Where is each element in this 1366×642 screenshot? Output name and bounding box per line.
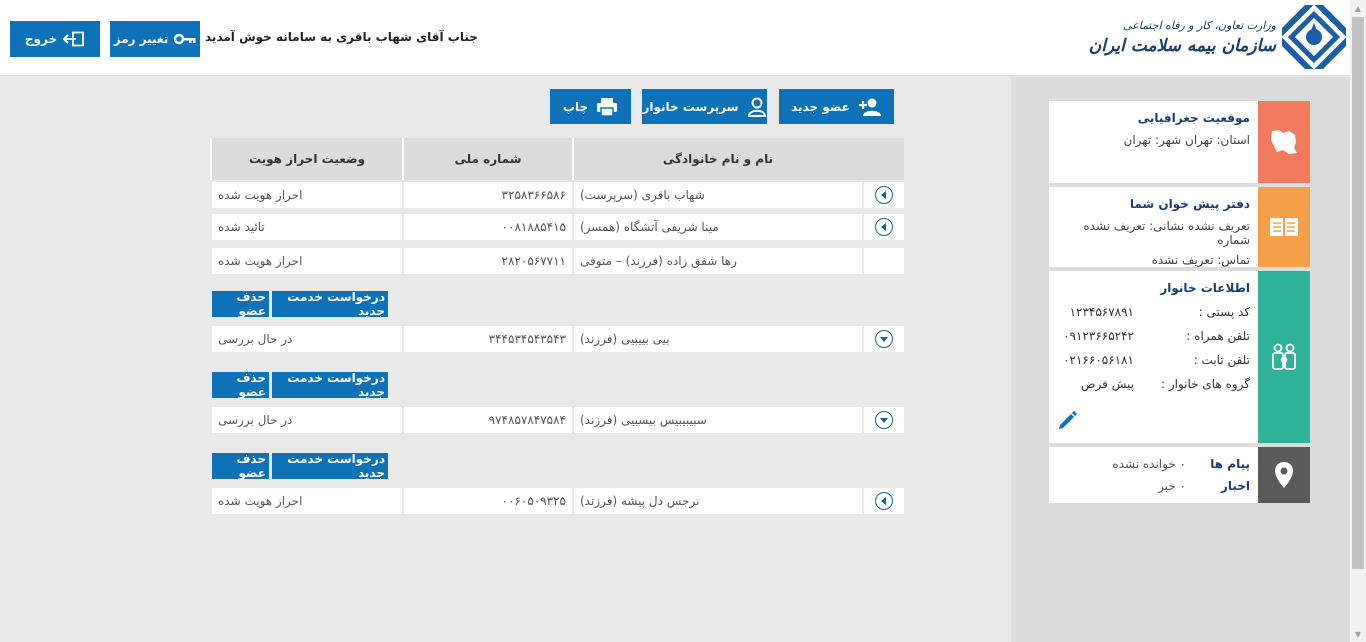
row-name: رها شفق زاده (فرزند) – متوفی bbox=[572, 248, 862, 274]
news-value: ۰ خبر bbox=[1158, 479, 1186, 493]
logout-icon bbox=[63, 31, 85, 47]
delete-member-button[interactable]: حذف عضو bbox=[212, 453, 269, 479]
scroll-up-arrow-icon[interactable]: ▲ bbox=[1354, 3, 1362, 13]
family-group-value: پیش فرض bbox=[1081, 377, 1134, 391]
postal-code-label: کد پستی : bbox=[1198, 305, 1250, 319]
row-name: نرجس دل پیشه (فرزند) bbox=[572, 488, 862, 514]
office-address: تعریف نشده نشانی: تعریف نشده شماره bbox=[1083, 219, 1250, 247]
user-outline-icon bbox=[747, 97, 767, 117]
phone-value: ۰۲۱۶۶۰۵۶۱۸۱ bbox=[1063, 353, 1134, 367]
iran-map-icon bbox=[1269, 128, 1299, 156]
location-card bbox=[1049, 101, 1310, 183]
scroll-down-arrow-icon[interactable]: ▼ bbox=[1354, 629, 1362, 639]
row-name: مینا شریفی آتشگاه (همسر) bbox=[572, 214, 862, 240]
scrollbar-thumb[interactable] bbox=[1352, 17, 1364, 569]
row-expand-toggle[interactable] bbox=[875, 492, 893, 510]
table-row bbox=[210, 248, 904, 274]
row-national-id: ۳۲۵۸۳۶۶۵۸۶ bbox=[402, 182, 572, 208]
messages-card bbox=[1049, 447, 1310, 503]
request-service-button[interactable]: درخواست خدمت جدید bbox=[272, 372, 388, 398]
table-row bbox=[210, 407, 904, 433]
chevron-down-icon bbox=[879, 415, 889, 425]
postal-code-value: ۱۲۳۴۵۶۷۸۹۱ bbox=[1069, 305, 1134, 319]
chevron-down-icon bbox=[879, 334, 889, 344]
row-name: شهاب باقری (سرپرست) bbox=[572, 182, 862, 208]
messages-value: ۰ خوانده نشده bbox=[1112, 457, 1186, 471]
members-table-header bbox=[210, 138, 904, 180]
printer-icon bbox=[596, 97, 618, 117]
office-card bbox=[1049, 187, 1310, 267]
sidebar bbox=[1011, 77, 1350, 642]
delete-member-button[interactable]: حذف عضو bbox=[212, 372, 269, 398]
logo-ministry-text: وزارت تعاون، کار و رفاه اجتماعی bbox=[1122, 18, 1276, 32]
chevron-left-icon bbox=[879, 190, 889, 200]
delete-member-button[interactable]: حذف عضو bbox=[212, 291, 269, 317]
mobile-value: ۰۹۱۲۳۶۶۵۲۴۲ bbox=[1063, 329, 1134, 343]
office-title: دفتر پیش خوان شما bbox=[1129, 197, 1250, 211]
row-expand-toggle[interactable] bbox=[875, 218, 893, 236]
row-expand-toggle[interactable] bbox=[875, 186, 893, 204]
row-status: احراز هویت شده bbox=[210, 248, 402, 274]
messages-label[interactable]: پیام ها bbox=[1210, 457, 1250, 471]
phone-label: تلفن ثابت : bbox=[1193, 353, 1250, 367]
page-scrollbar[interactable] bbox=[1350, 0, 1366, 642]
table-row bbox=[210, 214, 904, 240]
edit-pencil-icon[interactable] bbox=[1057, 409, 1079, 431]
header-status: وضعیت احراز هویت bbox=[210, 138, 402, 180]
request-service-button[interactable]: درخواست خدمت جدید bbox=[272, 291, 388, 317]
row-expand-toggle[interactable] bbox=[875, 330, 893, 348]
key-icon bbox=[174, 32, 196, 46]
chevron-left-icon bbox=[879, 496, 889, 506]
header bbox=[0, 0, 1350, 76]
mobile-label: تلفن همراه : bbox=[1186, 329, 1250, 343]
row-status: احراز هویت شده bbox=[210, 488, 402, 514]
logo bbox=[1089, 4, 1346, 70]
logo-emblem-icon bbox=[1282, 5, 1346, 69]
print-button[interactable] bbox=[550, 89, 631, 124]
new-member-label: عضو جدید bbox=[791, 99, 850, 114]
row-national-id: ۲۸۲۰۵۶۷۷۱۱ bbox=[402, 248, 572, 274]
header-name: نام و نام خانوادگی bbox=[572, 138, 862, 180]
family-title: اطلاعات خانوار bbox=[1160, 281, 1250, 295]
family-group-label: گروه های خانوار : bbox=[1160, 377, 1250, 391]
row-national-id: ۹۷۴۸۵۷۸۴۷۵۸۴ bbox=[402, 407, 572, 433]
row-status: در حال بررسی bbox=[210, 407, 402, 433]
table-row bbox=[210, 182, 904, 208]
request-service-button[interactable]: درخواست خدمت جدید bbox=[272, 453, 388, 479]
add-user-icon bbox=[858, 97, 882, 117]
header-national-id: شماره ملی bbox=[402, 138, 572, 180]
row-national-id: ۰۰۸۱۸۸۵۴۱۵ bbox=[402, 214, 572, 240]
table-row bbox=[210, 326, 904, 352]
print-label: چاپ bbox=[562, 99, 589, 114]
news-label[interactable]: اخبار bbox=[1220, 479, 1250, 493]
new-member-button[interactable] bbox=[779, 89, 894, 124]
chevron-left-icon bbox=[879, 222, 889, 232]
office-contact: تماس: تعریف نشده bbox=[1151, 253, 1250, 267]
change-password-label: تغییر رمز bbox=[113, 32, 169, 46]
logo-org-text: سازمان بیمه سلامت ایران bbox=[1088, 35, 1276, 56]
change-password-button[interactable] bbox=[110, 21, 200, 57]
row-name: بیی بییبیی (فرزند) bbox=[572, 326, 862, 352]
book-icon bbox=[1269, 216, 1299, 238]
row-national-id: ۰۰۶۰۵۰۹۳۲۵ bbox=[402, 488, 572, 514]
exit-button[interactable] bbox=[10, 21, 100, 57]
head-of-family-label: سرپرست خانوار bbox=[642, 99, 739, 114]
head-of-family-button[interactable] bbox=[642, 89, 767, 124]
location-text: استان: تهران شهر: تهران bbox=[1123, 133, 1250, 147]
row-expand-toggle[interactable] bbox=[875, 411, 893, 429]
exit-label: خروج bbox=[24, 32, 58, 46]
row-status: تائید شده bbox=[210, 214, 402, 240]
family-info-card bbox=[1049, 271, 1310, 443]
table-row bbox=[210, 488, 904, 514]
welcome-text: جناب آقای شهاب باقری به سامانه خوش آمدید bbox=[205, 30, 478, 44]
location-pin-icon bbox=[1274, 461, 1294, 489]
row-name: سبیبیبیس بیسبیی (فرزند) bbox=[572, 407, 862, 433]
header-toggle bbox=[862, 138, 904, 180]
location-title: موقعیت جغرافیایی bbox=[1137, 111, 1250, 125]
row-status: احراز هویت شده bbox=[210, 182, 402, 208]
row-national-id: ۳۴۴۵۳۴۵۴۳۵۴۳ bbox=[402, 326, 572, 352]
row-status: در حال بررسی bbox=[210, 326, 402, 352]
family-icon bbox=[1269, 342, 1299, 372]
